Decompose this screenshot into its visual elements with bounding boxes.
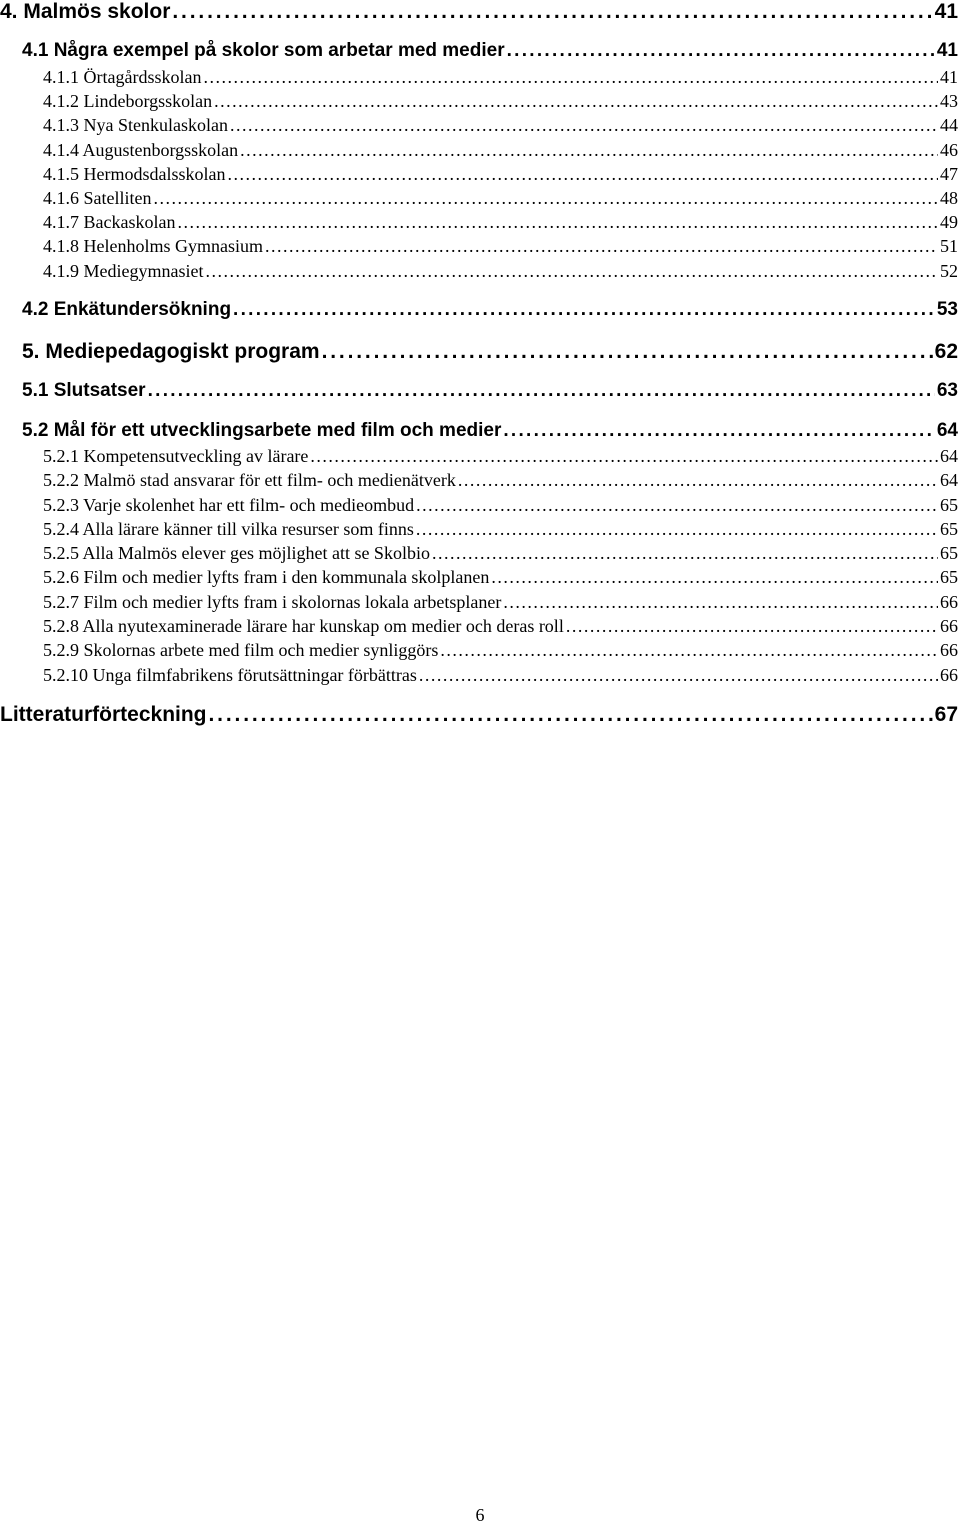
toc-entry-title: 5.2.4 Alla lärare känner till vilka resurser som finns <box>43 519 414 539</box>
toc-entry[interactable] <box>43 140 958 162</box>
toc-entry-page-number: 47 <box>940 164 958 184</box>
toc-dot-leader <box>205 261 938 282</box>
toc-entry-title: 4.1.2 Lindeborgsskolan <box>43 91 213 111</box>
toc-entry[interactable] <box>43 592 958 614</box>
toc-entry[interactable] <box>22 420 958 444</box>
toc-entry[interactable] <box>43 261 958 283</box>
toc-dot-leader <box>153 188 938 209</box>
toc-entry-page-number: 49 <box>940 212 958 232</box>
toc-dot-leader <box>491 567 938 588</box>
toc-entry-title: 4.1.3 Nya Stenkulaskolan <box>43 115 228 135</box>
toc-entry-title: 5.2.6 Film och medier lyfts fram i den kommunala skolplanen <box>43 567 490 587</box>
toc-entry-page-number: 64 <box>940 446 958 466</box>
toc-dot-leader <box>265 236 938 257</box>
toc-entry-title: 4.1.9 Mediegymnasiet <box>43 261 204 281</box>
toc-entry[interactable] <box>43 470 958 492</box>
toc-dot-leader <box>507 40 935 62</box>
toc-entry-page-number: 65 <box>940 543 958 563</box>
toc-entry[interactable] <box>43 91 958 113</box>
toc-entry[interactable] <box>43 519 958 541</box>
toc-dot-leader <box>233 299 935 321</box>
toc-entry-page-number: 43 <box>940 91 958 111</box>
toc-dot-leader <box>458 470 938 491</box>
toc-entry-page-number: 63 <box>936 380 958 401</box>
toc-entry[interactable] <box>43 236 958 258</box>
toc-dot-leader <box>203 67 938 88</box>
toc-entry-page-number: 52 <box>940 261 958 281</box>
toc-entry[interactable] <box>22 380 958 404</box>
toc-entry-title: 5.2.10 Unga filmfabrikens förutsättningar förbättras <box>43 665 417 685</box>
toc-entry[interactable] <box>43 212 958 234</box>
toc-entry-page-number: 62 <box>934 340 958 363</box>
toc-entry-title: 5.1 Slutsatser <box>22 380 146 401</box>
toc-dot-leader <box>230 115 938 136</box>
toc-entry-page-number: 65 <box>940 519 958 539</box>
toc-entry-page-number: 41 <box>940 67 958 87</box>
toc-dot-leader <box>240 140 938 161</box>
toc-dot-leader <box>148 380 935 402</box>
toc-dot-leader <box>227 164 938 185</box>
toc-entry[interactable] <box>43 188 958 210</box>
toc-entry-title: 5.2.8 Alla nyutexaminerade lärare har kunskap om medier och deras roll <box>43 616 564 636</box>
toc-entry-page-number: 64 <box>936 420 958 441</box>
toc-entry-title: 4.1.4 Augustenborgsskolan <box>43 140 239 160</box>
toc-entry[interactable] <box>43 543 958 565</box>
toc-entry-page-number: 48 <box>940 188 958 208</box>
toc-entry[interactable] <box>43 446 958 468</box>
toc-dot-leader <box>322 340 933 364</box>
toc-entry[interactable] <box>43 495 958 517</box>
toc-entry-page-number: 65 <box>940 495 958 515</box>
toc-entry-title: 4.1.5 Hermodsdalsskolan <box>43 164 226 184</box>
toc-entry[interactable] <box>43 567 958 589</box>
toc-entry-page-number: 66 <box>940 592 958 612</box>
toc-dot-leader <box>503 592 938 613</box>
toc-entry-title: 5.2.1 Kompetensutveckling av lärare <box>43 446 309 466</box>
toc-entry-page-number: 46 <box>940 140 958 160</box>
toc-entry-title: 4.1.6 Satelliten <box>43 188 152 208</box>
toc-entry-title: 4.1 Några exempel på skolor som arbetar med medier <box>22 40 505 61</box>
toc-entry-title: 5. Mediepedagogiskt program <box>22 340 320 363</box>
toc-entry-page-number: 41 <box>936 40 958 61</box>
toc-entry-title: 4.1.8 Helenholms Gymnasium <box>43 236 263 256</box>
toc-entry[interactable] <box>43 67 958 89</box>
toc-entry[interactable] <box>0 0 958 26</box>
toc-entry-page-number: 66 <box>940 665 958 685</box>
toc-dot-leader <box>416 495 938 516</box>
toc-dot-leader <box>432 543 938 564</box>
toc-dot-leader <box>503 420 934 442</box>
toc-entry[interactable] <box>22 299 958 323</box>
toc-entry-page-number: 44 <box>940 115 958 135</box>
toc-dot-leader <box>172 0 932 24</box>
toc-entry-page-number: 66 <box>940 640 958 660</box>
toc-entry[interactable] <box>43 164 958 186</box>
toc-entry-page-number: 67 <box>934 703 958 726</box>
toc-entry[interactable] <box>43 616 958 638</box>
toc-entry-page-number: 65 <box>940 567 958 587</box>
toc-dot-leader <box>416 519 938 540</box>
toc-dot-leader <box>209 703 933 727</box>
toc-entry[interactable] <box>0 703 958 729</box>
page-number: 6 <box>475 1505 485 1525</box>
toc-entry[interactable] <box>43 115 958 137</box>
toc-dot-leader <box>566 616 938 637</box>
toc-entry-page-number: 51 <box>940 236 958 256</box>
toc-entry-title: 4. Malmös skolor <box>0 0 171 23</box>
toc-entry[interactable] <box>43 665 958 687</box>
toc-entry-page-number: 66 <box>940 616 958 636</box>
toc-entry[interactable] <box>22 340 958 366</box>
toc-entry-title: 5.2.7 Film och medier lyfts fram i skolornas lokala arbetsplaner <box>43 592 502 612</box>
toc-entry-title: 4.1.1 Örtagårdsskolan <box>43 67 202 87</box>
toc-dot-leader <box>214 91 938 112</box>
toc-dot-leader <box>419 665 938 686</box>
toc-entry-title: 5.2.5 Alla Malmös elever ges möjlighet att se Skolbio <box>43 543 430 563</box>
toc-entry[interactable] <box>43 640 958 662</box>
toc-entry[interactable] <box>22 40 958 64</box>
toc-entry-title: 5.2.9 Skolornas arbete med film och medier synliggörs <box>43 640 439 660</box>
toc-dot-leader <box>310 446 938 467</box>
toc-dot-leader <box>177 212 938 233</box>
toc-entry-title: 4.2 Enkätundersökning <box>22 299 232 320</box>
toc-entry-page-number: 53 <box>936 299 958 320</box>
toc-entry-title: 4.1.7 Backaskolan <box>43 212 176 232</box>
toc-entry-title: 5.2.2 Malmö stad ansvarar för ett film- och medienätverk <box>43 470 456 490</box>
toc-entry-title: 5.2.3 Varje skolenhet har ett film- och medieombud <box>43 495 415 515</box>
toc-entry-title: 5.2 Mål för ett utvecklingsarbete med film och medier <box>22 420 502 441</box>
toc-entry-page-number: 41 <box>934 0 958 23</box>
toc-entry-title: Litteraturförteckning <box>0 703 207 726</box>
toc-entry-page-number: 64 <box>940 470 958 490</box>
toc-dot-leader <box>440 640 938 661</box>
